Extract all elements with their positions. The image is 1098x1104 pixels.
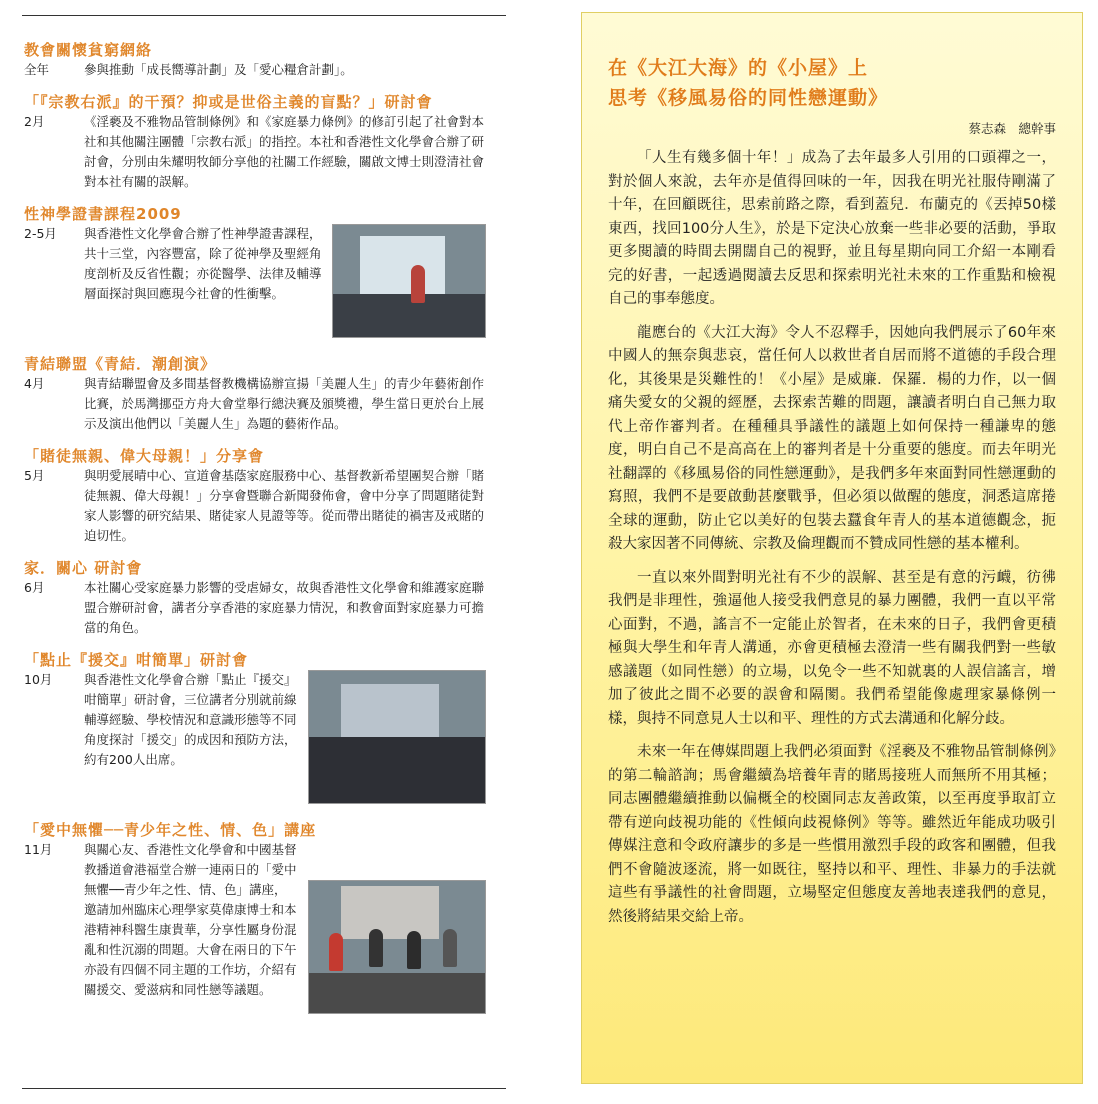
event-title: 「點止『援交』咁簡單」研討會	[24, 651, 249, 669]
event-title: 「愛中無懼──青少年之性、情、色」講座	[24, 821, 317, 839]
event-text: 與香港性文化學會合辦「點止『援交』咁簡單」研討會，三位講者分別就前線輔導經驗、學校情況和意識形態等不同角度探討「援交」的成因和預防方法，約有200人出席。	[84, 672, 297, 767]
event-title: 青結聯盟《青結．潮創演》	[24, 355, 217, 373]
event-text: 本社關心受家庭暴力影響的受虐婦女，故與香港性文化學會和維護家庭聯盟合辦研討會，講者分享香港的家庭暴力情況，和教會面對家庭暴力可擔當的角色。	[84, 580, 485, 635]
bottom-rule	[22, 1088, 506, 1089]
event-section	[24, 40, 486, 80]
event-date: 2-5月	[24, 226, 57, 241]
article-paragraph: 一直以來外間對明光社有不少的誤解、甚至是有意的污衊，彷彿我們是非理性，強逼他人接受我們意見的暴力團體，我們一直以平常心面對，不過，謠言不一定能止於智者，在未來的日子，我們會更積極與大學生和年青人溝通，亦會更積極去澄清一些有關我們對一些敏感議題（如同性戀）的立場，以免令一些不知就裏的人誤信謠言，增加了彼此之間不必要的誤會和隔閡。我們希望能像處理家暴條例一樣，與持不同意見人士以和平、理性的方式去溝通和化解分歧。	[608, 569, 1056, 727]
event-title: 「『宗教右派』的干預？抑或是世俗主義的盲點？」研討會	[24, 93, 433, 111]
event-section	[24, 650, 486, 808]
event-section	[24, 92, 486, 192]
event-text: 《淫褻及不雅物品管制條例》和《家庭暴力條例》的修訂引起了社會對本社和其他關注團體「宗教右派」的指控。本社和香港性文化學會合辦了研討會，分別由朱耀明牧師分享他的社關工作經驗，關啟文博士則澄清社會對本社有關的誤解。	[84, 114, 485, 189]
event-section	[24, 558, 486, 638]
article-paragraph: 龍應台的《大江大海》令人不忍釋手，因她向我們展示了60年來中國人的無奈與悲哀，當任何人以救世者自居而將不道德的手段合理化，其後果是災難性的！《小屋》是威廉．保羅．楊的力作，以一個痛失愛女的父親的經歷，去探索苦難的問題，讓讀者明白自己無力取代上帝作審判者。在種種具爭議性的議題上如何保持一種謙卑的態度，明白自己不是高高在上的審判者是十分重要的態度。而去年明光社翻譯的《移風易俗的同性戀運動》，是我們多年來面對同性戀運動的寫照，我們不是要啟動甚麼戰爭，但必須以做醒的態度，洞悉這席捲全球的運動，防止它以美好的包裝去蠶食年青人的基本道德觀念，扼殺大家因著不同傳統、宗教及倫理觀而不贊成同性戀的基本權利。	[608, 324, 1056, 552]
event-text: 與青結聯盟會及多間基督教機構協辦宣揚「美麗人生」的青少年藝術創作比賽，於馬灣挪亞方舟大會堂舉行總決賽及頒獎禮，學生當日更於台上展示及演出他們以「美麗人生」為題的藝術作品。	[84, 376, 485, 431]
article-title-line2: 思考《移風易俗的同性戀運動》	[608, 87, 889, 109]
event-text: 與香港性文化學會合辦了性神學證書課程，共十三堂，內容豐富，除了從神學及聖經角度剖析及反省性觀；亦從醫學、法律及輔導層面探討與回應現今社會的性衝擊。	[84, 226, 322, 301]
event-date: 10月	[24, 672, 53, 687]
event-section	[24, 820, 486, 1018]
event-date: 6月	[24, 580, 45, 595]
event-date: 全年	[24, 62, 50, 77]
event-date: 4月	[24, 376, 45, 391]
article-title-line1: 在《大江大海》的《小屋》上	[608, 57, 869, 79]
event-section	[24, 354, 486, 434]
event-title: 性神學證書課程2009	[24, 205, 182, 223]
article-paragraph: 「人生有幾多個十年！」成為了去年最多人引用的口頭禪之一，對於個人來說，去年亦是值得回味的一年，因我在明光社服侍剛滿了十年，在回顧既往，思索前路之際，看到蓋兒．布蘭克的《丟掉50樣東西，找回100分人生》，於是下定決心放棄一些非必要的活動，爭取更多閱讀的時間去開闊自己的視野，並且每星期向同工介紹一本剛看完的好書，一起透過閱讀去反思和探索明光社未來的工作重點和檢視自己的事奉態度。	[608, 150, 1056, 307]
event-section	[24, 204, 486, 342]
event-date: 5月	[24, 468, 45, 483]
event-text: 與明愛展晴中心、宣道會基蔭家庭服務中心、基督教新希望團契合辦「賭徒無親、偉大母親！」分享會暨聯合新聞發佈會，會中分享了問題賭徒對家人影響的研究結果、賭徒家人見證等等。從而帶出賭徒的禍害及戒賭的迫切性。	[84, 468, 485, 543]
article-panel	[581, 12, 1083, 1084]
event-date: 11月	[24, 842, 53, 857]
event-date: 2月	[24, 114, 45, 129]
event-title: 家．關心 研討會	[24, 559, 143, 577]
event-title: 教會關懷貧窮網絡	[24, 41, 153, 59]
events-column	[24, 40, 486, 1030]
event-photo	[308, 670, 486, 804]
top-rule	[22, 15, 506, 16]
event-photo	[332, 224, 486, 338]
article-paragraph: 未來一年在傳媒問題上我們必須面對《淫褻及不雅物品管制條例》的第二輪諮詢；馬會繼續為培養年青的賭馬接班人而無所不用其極；同志團體繼續推動以偏概全的校園同志友善政策，以至再度爭取訂立帶有逆向歧視功能的《性傾向歧視條例》等等。雖然近年能成功吸引傳媒注意和令政府讓步的多是一些慣用激烈手段的政客和團體，但我們不會隨波逐流，將一如既往，堅持以和平、理性、非暴力的手法就這些有爭議性的社會問題，立場堅定但態度友善地表達我們的意見，然後將結果交給上帝。	[608, 744, 1056, 925]
event-title: 「賭徒無親、偉大母親！」分享會	[24, 447, 265, 465]
event-photo	[308, 880, 486, 1014]
event-text: 與關心友、香港性文化學會和中國基督教播道會港福堂合辦一連兩日的「愛中無懼──青少年之性、情、色」講座，邀請加州臨床心理學家莫偉康博士和本港精神科醫生康貴華，分享性屬身份混亂和性沉溺的問題。大會在兩日的下午亦設有四個不同主題的工作坊，介紹有關援交、愛滋病和同性戀等議題。	[84, 842, 297, 997]
event-section	[24, 446, 486, 546]
article-author: 蔡志森 總幹事	[968, 121, 1056, 136]
event-text: 參與推動「成長嚮導計劃」及「愛心糧倉計劃」。	[84, 62, 353, 77]
